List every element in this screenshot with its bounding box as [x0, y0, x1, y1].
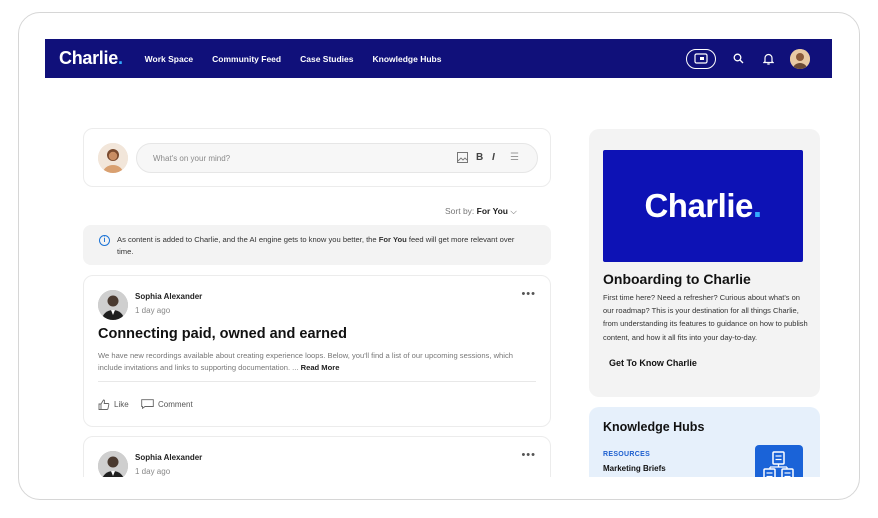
- nav-link-work-space[interactable]: Work Space: [144, 53, 194, 64]
- composer-avatar: [98, 143, 128, 173]
- more-options-icon[interactable]: •••: [521, 449, 536, 461]
- info-text: As content is added to Charlie, and the AI engine gets to know you better, the For You feed will get more relevant over time.: [117, 235, 515, 256]
- nav-link-community-feed[interactable]: Community Feed: [212, 53, 282, 64]
- hero-logo: Charlie.: [644, 187, 762, 224]
- feed-post: [83, 436, 551, 477]
- charlie-logo[interactable]: Charlie.: [59, 48, 123, 68]
- nav-link-knowledge-hubs[interactable]: Knowledge Hubs: [372, 53, 442, 64]
- list-button[interactable]: ☰: [510, 152, 519, 163]
- browser-frame: [18, 12, 860, 500]
- bold-button[interactable]: B: [476, 152, 484, 163]
- image-icon[interactable]: [457, 152, 468, 166]
- knowledge-hubs-title: Knowledge Hubs: [603, 420, 705, 434]
- nav-actions: [686, 49, 810, 69]
- composer-input[interactable]: [136, 143, 538, 173]
- top-navbar: [45, 39, 832, 78]
- post-title[interactable]: Connecting paid, owned and earned: [98, 326, 347, 342]
- author-avatar[interactable]: [98, 451, 128, 477]
- author-avatar[interactable]: [98, 290, 128, 320]
- post-time: 1 day ago: [135, 467, 171, 476]
- onboarding-card: [589, 129, 820, 397]
- documents-icon: [755, 445, 803, 477]
- post-composer: [83, 128, 551, 187]
- post-author[interactable]: Sophia Alexander: [135, 292, 203, 301]
- page-viewport: [45, 39, 832, 477]
- post-body: We have new recordings available about creating experience loops. Below, you'll find a list of our upcoming sessions, which include invitations and links to supporting documentation. ... Read More: [98, 351, 513, 372]
- nav-link-case-studies[interactable]: Case Studies: [300, 53, 354, 64]
- knowledge-hubs-card: [589, 407, 820, 477]
- post-author[interactable]: Sophia Alexander: [135, 453, 203, 462]
- more-options-icon[interactable]: •••: [521, 288, 536, 300]
- post-divider: [98, 381, 536, 382]
- bell-icon[interactable]: [760, 51, 776, 67]
- onboarding-description: First time here? Need a refresher? Curious about what's on our roadmap? This is your destination for all things Charlie, from understanding its features to guidance on how to publish content, and how it all fits into your day-to-day.: [603, 293, 808, 342]
- post-time: 1 day ago: [135, 306, 171, 315]
- search-icon[interactable]: [730, 51, 746, 67]
- thumbs-up-icon: [98, 399, 110, 410]
- user-avatar[interactable]: [790, 49, 810, 69]
- hub-category: RESOURCES: [603, 451, 651, 458]
- info-icon: i: [99, 235, 110, 246]
- comment-button[interactable]: Comment: [141, 399, 193, 409]
- read-more-link[interactable]: Read More: [300, 363, 340, 372]
- feed-post: [83, 275, 551, 427]
- sort-dropdown[interactable]: Sort by: For You ⌵: [445, 206, 517, 216]
- onboarding-title: Onboarding to Charlie: [603, 271, 751, 287]
- italic-button[interactable]: I: [492, 152, 495, 163]
- video-icon[interactable]: [686, 49, 716, 69]
- hub-item-marketing-briefs[interactable]: Marketing Briefs: [603, 464, 666, 473]
- onboarding-hero-image: [603, 150, 803, 262]
- info-banner: [83, 225, 551, 265]
- comment-icon: [141, 399, 154, 409]
- get-to-know-charlie-link[interactable]: Get To Know Charlie: [609, 358, 697, 368]
- like-button[interactable]: Like: [98, 399, 129, 410]
- composer-placeholder: What's on your mind?: [153, 154, 231, 163]
- chevron-down-icon: ⌵: [510, 206, 517, 216]
